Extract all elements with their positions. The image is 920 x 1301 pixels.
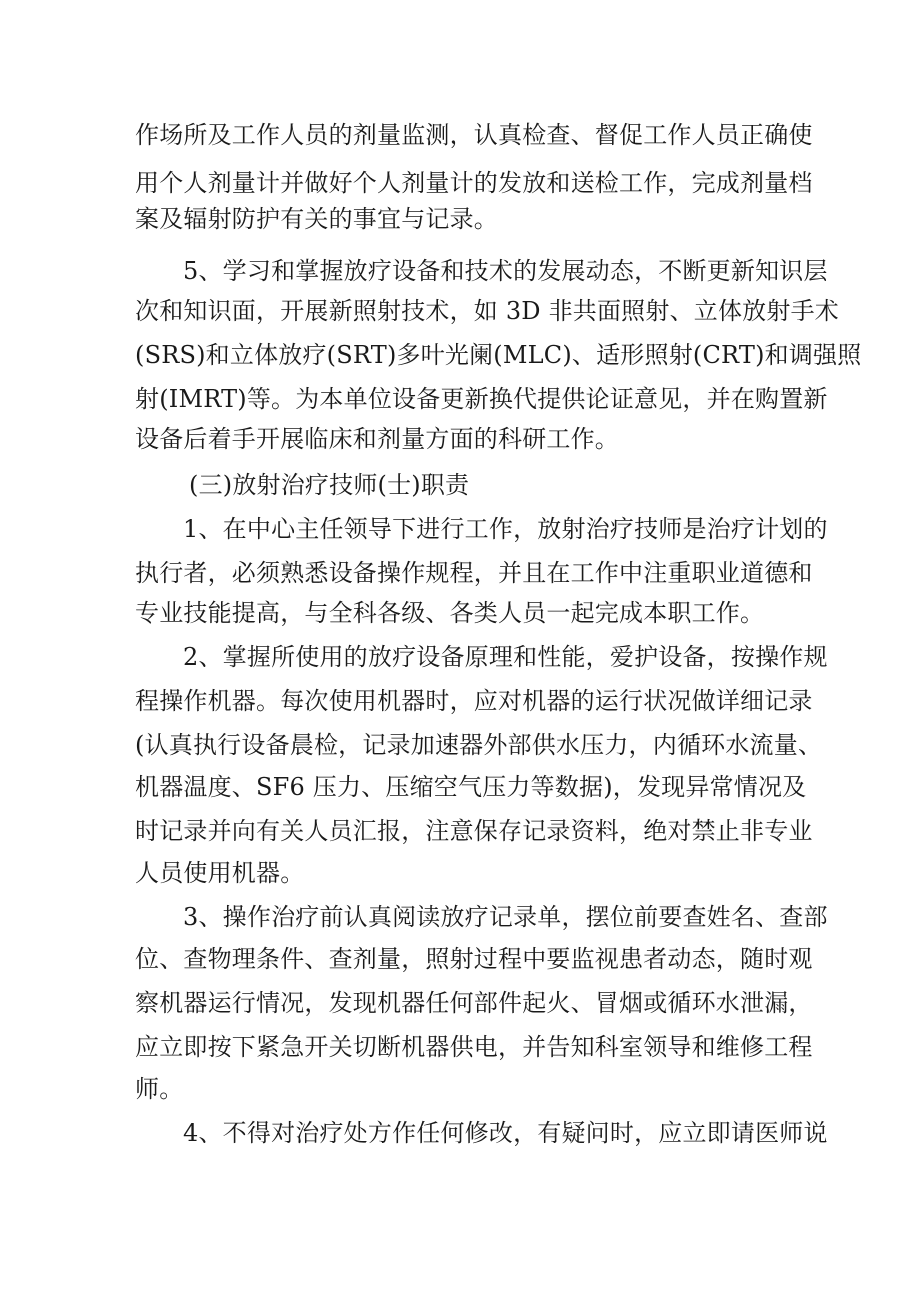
paragraph-start: 4、不得对治疗处方作任何修改，有疑问时，应立即请医师说: [183, 1119, 828, 1147]
text-line: 射(IMRT)等。为本单位设备更新换代提供论证意见，并在购置新: [135, 385, 828, 413]
text-line: 设备后着手开展临床和剂量方面的科研工作。: [135, 425, 619, 453]
text-line: 应立即按下紧急开关切断机器供电，并告知科室领导和维修工程: [135, 1033, 813, 1061]
text-line: 专业技能提高，与全科各级、各类人员一起完成本职工作。: [135, 599, 765, 627]
text-line: 察机器运行情况，发现机器任何部件起火、冒烟或循环水泄漏，: [135, 989, 813, 1017]
text-line: 位、查物理条件、查剂量，照射过程中要监视患者动态，随时观: [135, 945, 813, 973]
paragraph-start: 3、操作治疗前认真阅读放疗记录单，摆位前要查姓名、查部: [183, 903, 828, 931]
text-line: 师。: [135, 1075, 184, 1103]
text-line: 用个人剂量计并做好个人剂量计的发放和送检工作，完成剂量档: [135, 169, 813, 197]
text-line: 作场所及工作人员的剂量监测，认真检查、督促工作人员正确使: [135, 121, 813, 149]
text-line: 执行者，必须熟悉设备操作规程，并且在工作中注重职业道德和: [135, 559, 813, 587]
paragraph-start: 5、学习和掌握放疗设备和技术的发展动态，不断更新知识层: [183, 257, 828, 285]
paragraph-start: 1、在中心主任领导下进行工作，放射治疗技师是治疗计划的: [183, 515, 828, 543]
paragraph-start: 2、掌握所使用的放疗设备原理和性能，爱护设备，按操作规: [183, 643, 828, 671]
section-heading: (三)放射治疗技师(士)职责: [189, 471, 470, 499]
text-line: 程操作机器。每次使用机器时，应对机器的运行状况做详细记录: [135, 687, 813, 715]
text-line: 案及辐射防护有关的事宜与记录。: [135, 205, 498, 233]
text-line: 时记录并向有关人员汇报，注意保存记录资料，绝对禁止非专业: [135, 817, 813, 845]
text-line: (认真执行设备晨检，记录加速器外部供水压力，内循环水流量、: [135, 731, 823, 759]
text-line: 人员使用机器。: [135, 859, 305, 887]
text-line: (SRS)和立体放疗(SRT)多叶光阑(MLC)、适形照射(CRT)和调强照: [135, 341, 862, 369]
text-line: 次和知识面，开展新照射技术，如 3D 非共面照射、立体放射手术: [135, 297, 839, 325]
text-line: 机器温度、SF6 压力、压缩空气压力等数据)，发现异常情况及: [135, 773, 807, 801]
